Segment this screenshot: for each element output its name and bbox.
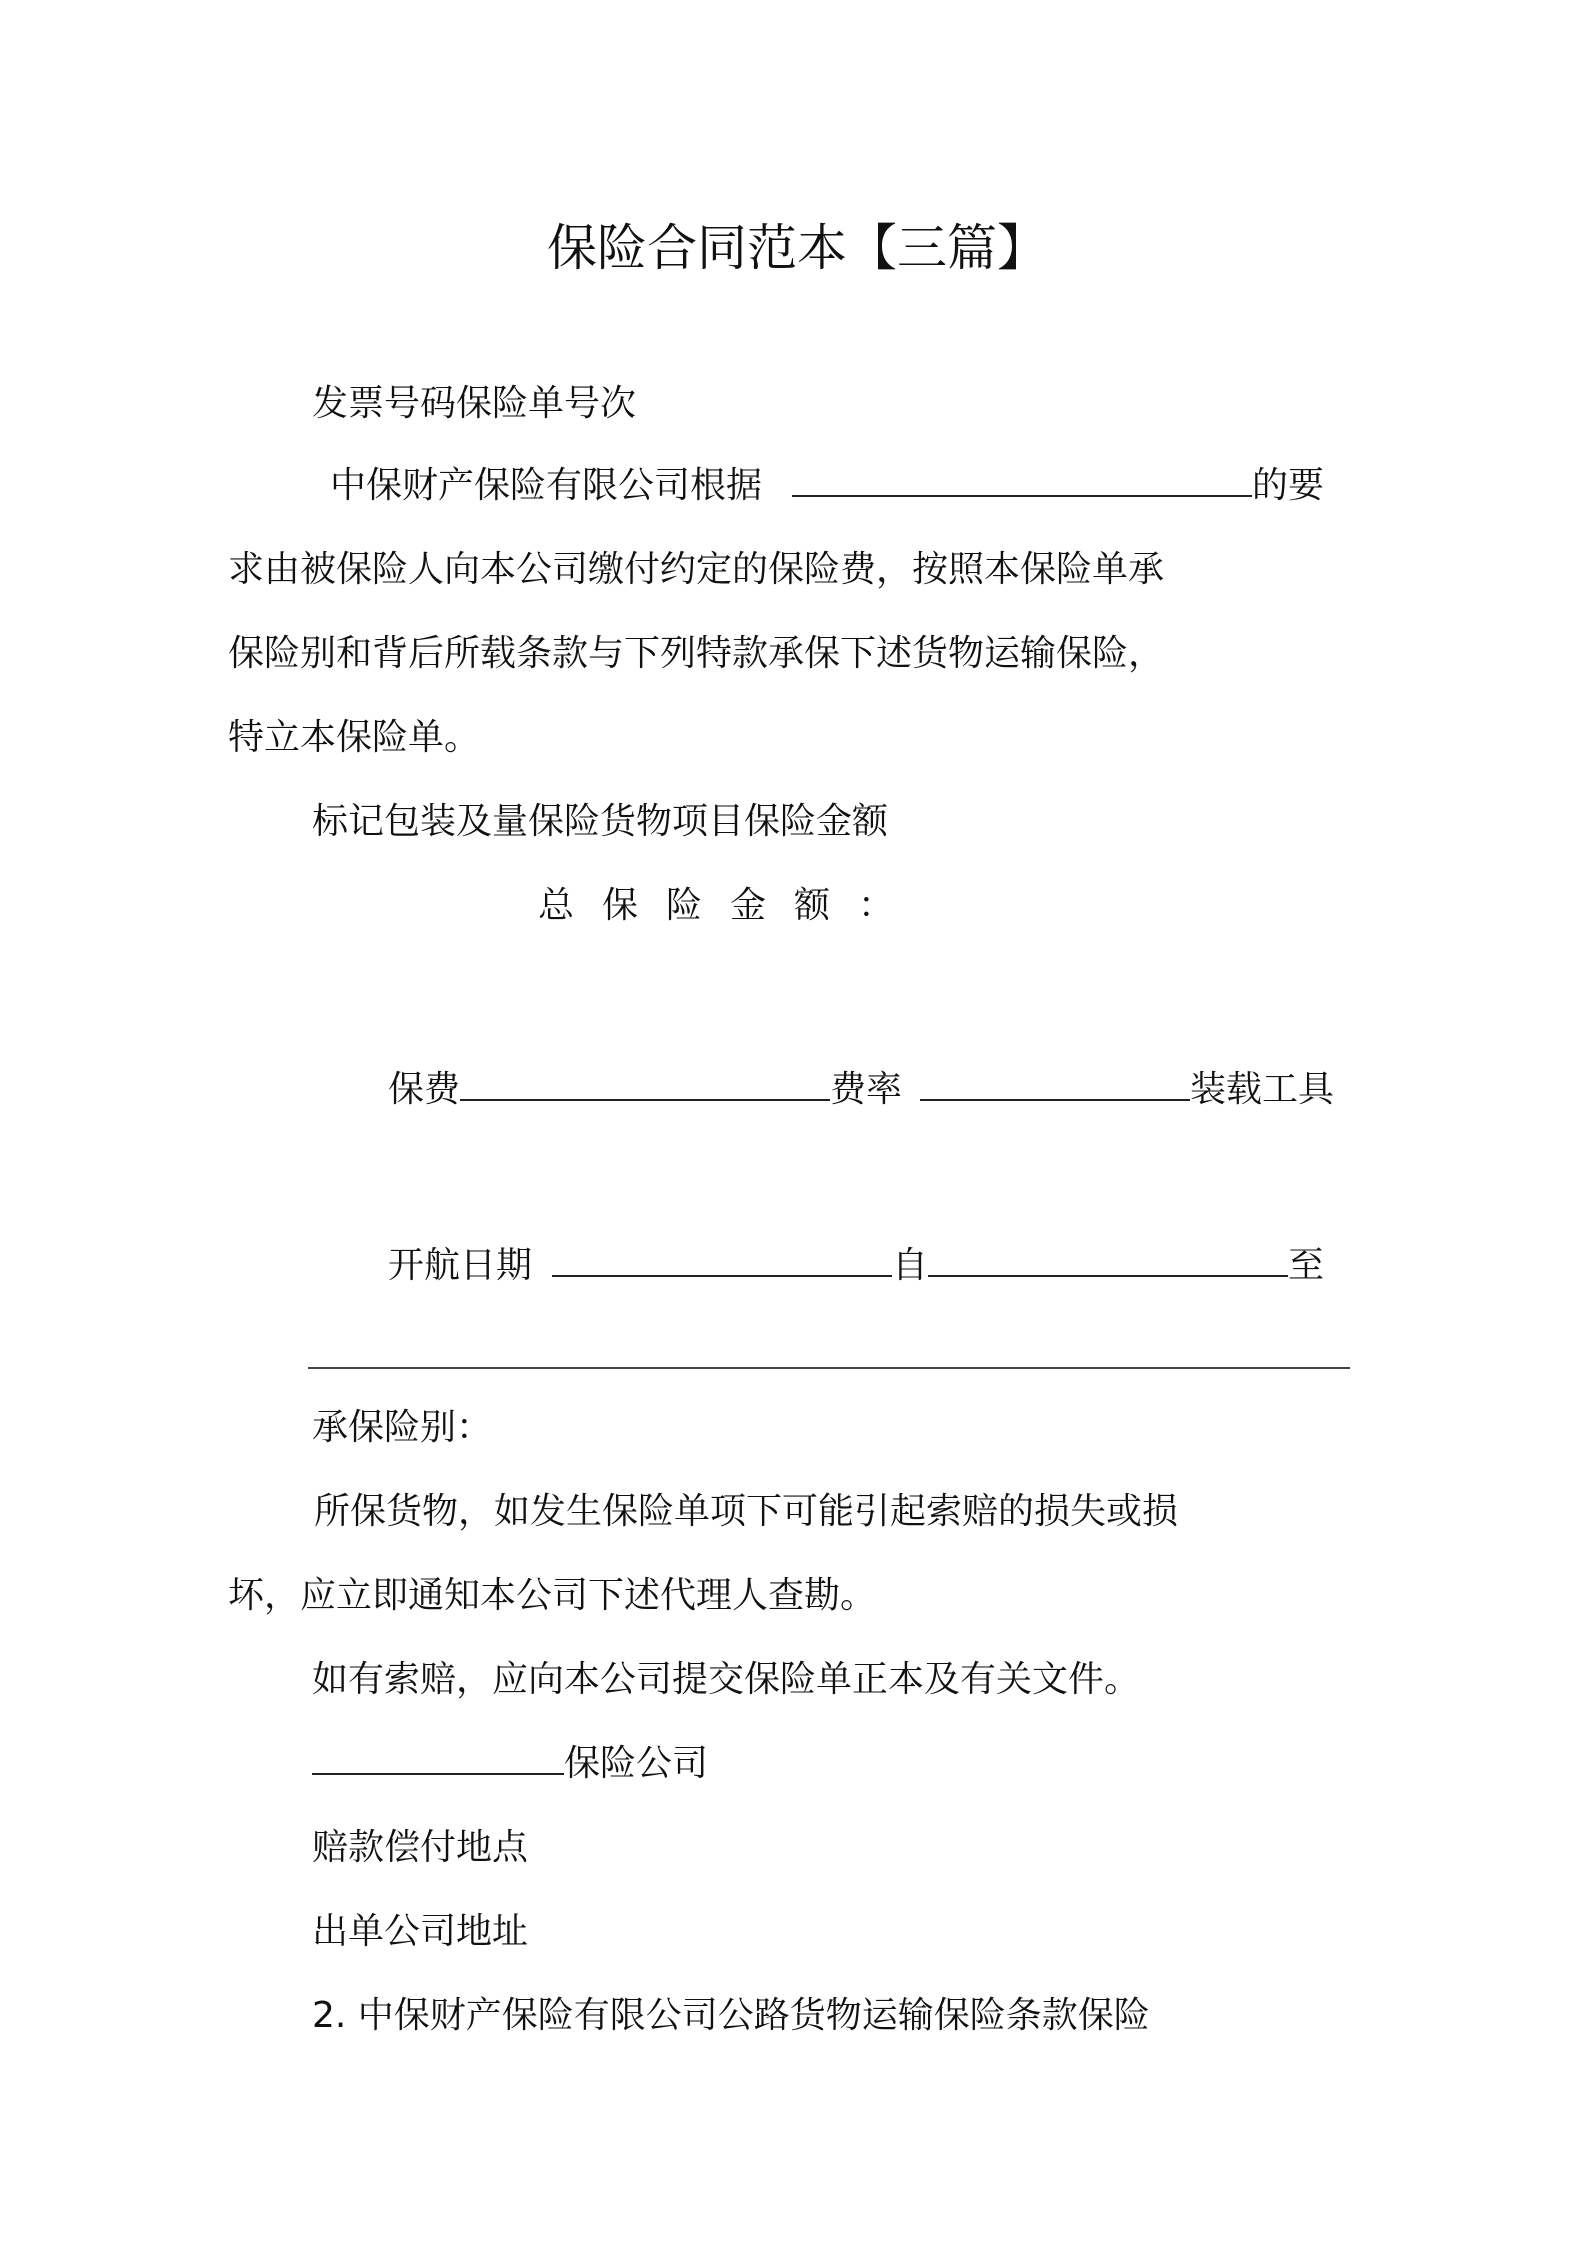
coverage-label: 承保险别：: [312, 1407, 493, 1448]
sailing-date-label: 开航日期: [388, 1245, 533, 1286]
horizontal-rule: [308, 1367, 1350, 1369]
document-title: 保险合同范本【三篇】: [547, 219, 1047, 277]
company-suffix: 保险公司: [564, 1743, 709, 1784]
header-line: 发票号码保险单号次: [312, 383, 637, 424]
intro-line-4: 特立本保险单。: [228, 717, 481, 758]
issuer-address: 出单公司地址: [312, 1911, 529, 1952]
notice-line-1: 所保货物，如发生保险单项下可能引起索赔的损失或损: [314, 1491, 1179, 1532]
total-insured-label: 总保险金额：: [538, 885, 923, 926]
intro-line-1: [330, 464, 1324, 508]
to-label: 至: [1288, 1245, 1325, 1286]
premium-label: 保费: [388, 1069, 461, 1110]
claim-place: 赔款偿付地点: [312, 1827, 529, 1868]
premium-blank: [460, 1069, 830, 1101]
from-blank: [928, 1245, 1288, 1277]
notice-line-2: 坏，应立即通知本公司下述代理人查勘。: [228, 1575, 877, 1616]
vehicle-label: 装载工具: [1190, 1069, 1335, 1110]
rate-label: 费率: [830, 1069, 903, 1110]
items-header: 标记包装及量保险货物项目保险金额: [312, 801, 889, 842]
rate-blank: [920, 1069, 1190, 1101]
voyage-row: [388, 1244, 1324, 1288]
from-label: 自: [892, 1245, 929, 1286]
company-blank: [312, 1743, 564, 1775]
intro-blank: [792, 465, 1252, 497]
company-line: [312, 1742, 708, 1786]
intro-line-2: 求由被保险人向本公司缴付约定的保险费，按照本保险单承: [228, 549, 1165, 590]
claim-line: 如有索赔，应向本公司提交保险单正本及有关文件。: [312, 1659, 1141, 1700]
intro-prefix: 中保财产保险有限公司根据: [330, 465, 763, 506]
intro-line-3: 保险别和背后所载条款与下列特款承保下述货物运输保险，: [228, 633, 1165, 674]
premium-row: [388, 1068, 1334, 1112]
intro-suffix: 的要: [1252, 465, 1325, 506]
sailing-date-blank: [552, 1245, 892, 1277]
clause-heading: 2. 中保财产保险有限公司公路货物运输保险条款保险: [312, 1995, 1150, 2036]
